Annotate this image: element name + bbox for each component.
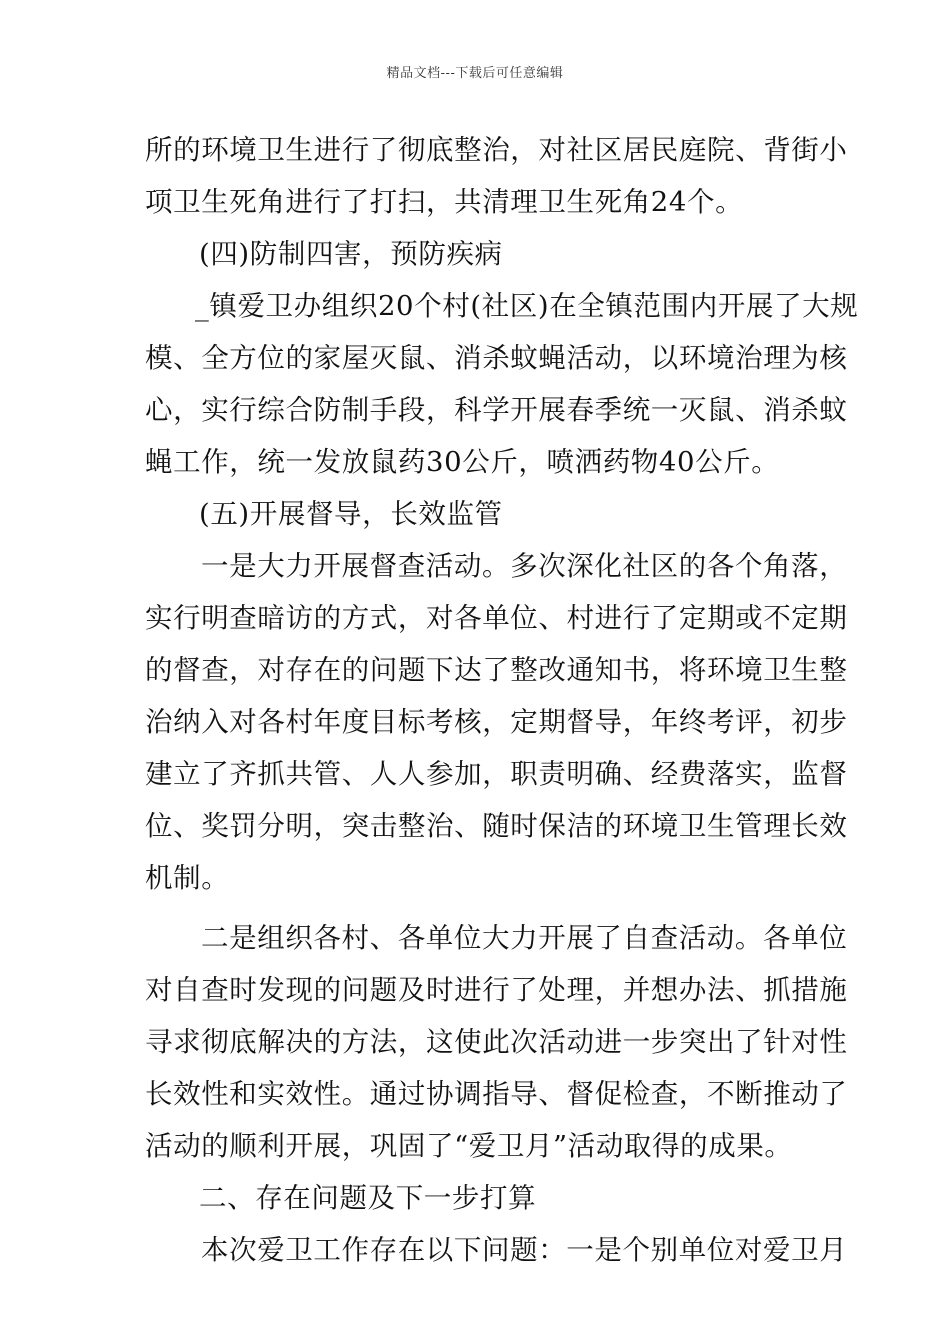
body-line: 的督查，对存在的问题下达了整改通知书，将环境卫生整 xyxy=(145,654,848,686)
body-line: 一是大力开展督查活动。多次深化社区的各个角落， xyxy=(201,550,848,582)
page-header: 精品文档---下载后可任意编辑 xyxy=(386,66,564,81)
body-line: 位、奖罚分明，突击整治、随时保洁的环境卫生管理长效 xyxy=(145,810,848,842)
body-line: 项卫生死角进行了打扫，共清理卫生死角24个。 xyxy=(145,186,744,218)
body-line: 长效性和实效性。通过协调指导、督促检查，不断推动了 xyxy=(145,1078,848,1110)
body-line: 蝇工作，统一发放鼠药30公斤，喷洒药物40公斤。 xyxy=(145,446,780,478)
body-line: 心，实行综合防制手段，科学开展春季统一灭鼠、消杀蚊 xyxy=(145,394,848,426)
section-heading: 二、存在问题及下一步打算 xyxy=(199,1182,537,1214)
body-line: 所的环境卫生进行了彻底整治，对社区居民庭院、背街小 xyxy=(145,134,848,166)
body-line: 建立了齐抓共管、人人参加，职责明确、经费落实，监督 xyxy=(145,758,848,790)
body-line: _镇爱卫办组织20个村(社区)在全镇范围内开展了大规 xyxy=(195,290,859,322)
body-line: 机制。 xyxy=(145,862,230,894)
body-line: 模、全方位的家屋灭鼠、消杀蚊蝇活动，以环境治理为核 xyxy=(145,342,848,374)
section-heading: (四)防制四害，预防疾病 xyxy=(199,238,503,270)
document-body xyxy=(145,124,859,1276)
body-line: 本次爱卫工作存在以下问题：一是个别单位对爱卫月 xyxy=(201,1234,848,1266)
body-line: 二是组织各村、各单位大力开展了自查活动。各单位 xyxy=(201,922,848,954)
paragraph-gap xyxy=(145,904,810,912)
body-line: 实行明查暗访的方式，对各单位、村进行了定期或不定期 xyxy=(145,602,848,634)
body-line: 活动的顺利开展，巩固了“爱卫月”活动取得的成果。 xyxy=(145,1130,793,1162)
body-line: 寻求彻底解决的方法，这使此次活动进一步突出了针对性 xyxy=(145,1026,848,1058)
section-heading: (五)开展督导，长效监管 xyxy=(199,498,503,530)
body-line: 治纳入对各村年度目标考核，定期督导，年终考评，初步 xyxy=(145,706,848,738)
body-line: 对自查时发现的问题及时进行了处理，并想办法、抓措施 xyxy=(145,974,848,1006)
